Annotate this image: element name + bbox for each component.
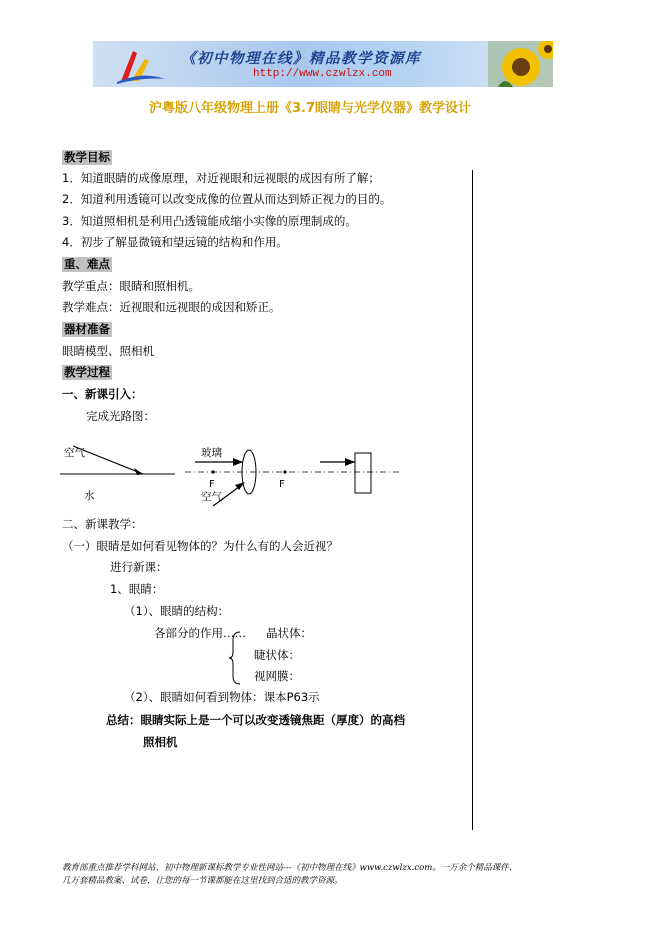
section-heading-goals: 教学目标: [64, 150, 110, 164]
light-path-diagram: [55, 438, 415, 513]
how-eye-sees: （2）、眼睛如何看到物体：课本P63示: [124, 690, 320, 704]
focal-point-left: [211, 470, 214, 473]
question-1: （一）眼睛是如何看见物体的？为什么有的人会近视？: [62, 539, 338, 553]
proceed-text: 进行新课：: [110, 560, 168, 574]
section-heading-materials: 器材准备: [64, 322, 110, 336]
teaching-difficulty: 教学难点：近视眼和远视眼的成因和矫正。: [62, 300, 281, 314]
curly-brace-icon: [228, 630, 242, 686]
summary-label: 总结：: [106, 713, 141, 727]
label-water: 水: [84, 490, 95, 502]
arrow-icon: [345, 458, 355, 466]
eye-structure: （1）、眼睛的结构：: [124, 604, 230, 618]
document-title: 沪粤版八年级物理上册《3.7眼睛与光学仪器》教学设计: [149, 101, 472, 116]
label-air-2: 空气: [201, 491, 222, 503]
teaching-focus: 教学重点：眼睛和照相机。: [62, 279, 200, 293]
goal-item: 3．知道照相机是利用凸透镜能成缩小实像的原理制成的。: [62, 214, 357, 228]
section-heading-key-points: 重、难点: [64, 257, 110, 271]
focal-point-right: [283, 470, 286, 473]
banner-url[interactable]: http://www.czwlzx.com: [253, 68, 392, 80]
eye-heading: 1、眼睛：: [110, 582, 164, 596]
footer-line-1: 教育部重点推荐学科网站、初中物理新课标教学专业性网站---《初中物理在线》www.czwlzx.com。一万余个精品课件、: [62, 863, 518, 873]
task-text: 完成光路图：: [86, 409, 155, 423]
goal-item: 4．初步了解显微镜和望远镜的结构和作用。: [62, 235, 288, 249]
optical-element: [355, 453, 371, 493]
lens-label: 晶状体：: [266, 626, 312, 640]
footer-line-2: 几万套精品教案、试卷，让您的每一节课都能在这里找到合适的教学资源。: [62, 876, 343, 886]
arrow-icon: [233, 458, 243, 466]
sunflower-graphic: [488, 41, 553, 87]
banner: [93, 41, 553, 87]
banner-title: 《初中物理在线》精品教学资源库: [181, 50, 421, 67]
label-air: 空气: [64, 447, 85, 459]
footer: [62, 862, 517, 888]
label-focus-left: F: [209, 479, 215, 490]
site-logo: [117, 51, 165, 84]
new-lesson-heading: 二、新课教学：: [62, 517, 143, 531]
goal-item: 1．知道眼睛的成像原理，对近视眼和远视眼的成因有所了解；: [62, 171, 380, 185]
ciliary-label: 睫状体：: [254, 648, 300, 662]
intro-heading: 一、新课引入：: [62, 387, 143, 401]
summary-end: 照相机: [143, 735, 178, 749]
retina-label: 视网膜：: [254, 669, 300, 683]
label-glass: 玻璃: [201, 447, 222, 459]
summary-text: 眼睛实际上是一个可以改变透镜焦距（厚度）的高档: [140, 713, 405, 727]
section-heading-process: 教学过程: [64, 365, 110, 379]
goal-item: 2．知道利用透镜可以改变成像的位置从而达到矫正视力的目的。: [62, 192, 392, 206]
label-focus-right: F: [279, 479, 285, 490]
page-right-border: [472, 170, 473, 830]
materials-text: 眼睛模型、照相机: [62, 344, 154, 358]
parts-function: 各部分的作用……: [154, 626, 246, 640]
